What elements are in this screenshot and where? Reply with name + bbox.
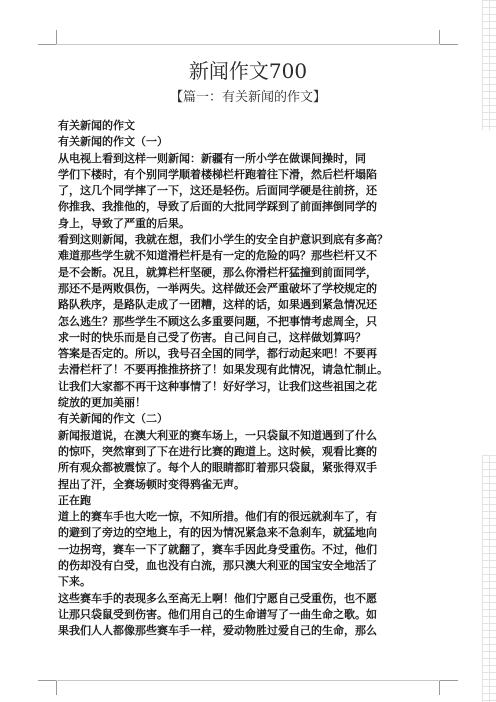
- footer-rule: [56, 680, 440, 681]
- text-line: 一边拐弯，赛车一下了就翻了，赛车手因此身受重伤。不过，他们: [58, 542, 377, 556]
- text-line: 的伤却没有白受，血也没有白流，那只澳大利亚的国宝安全地活了: [58, 559, 377, 573]
- article-body: [58, 118, 446, 640]
- text-line: 怎么逃生？那些学生不顾这么多重要问题，不把事情考虑周全，只: [58, 314, 377, 328]
- text-line: 有关新闻的作文（一）: [58, 135, 168, 149]
- text-line: 新闻报道说，在澳大利亚的赛车场上，一只袋鼠不知道遇到了什么: [58, 428, 377, 442]
- crop-mark-bottom-right: [439, 680, 458, 695]
- text-line: 果我们人人都像那些赛车手一样，爱动物胜过爱自己的生命，那么: [58, 624, 377, 638]
- text-line: 那还不是两败俱伤，一举两失。这样做还会严重破坏了学校规定的: [58, 281, 377, 295]
- section-heading: 【篇一：有关新闻的作文】: [169, 90, 326, 105]
- edge-grid-decoration-bottom: [482, 455, 496, 702]
- crop-mark-top-right: [439, 30, 458, 45]
- text-line: 捏出了汗，全赛场顿时变得鸦雀无声。: [58, 477, 245, 491]
- crop-mark-top-left: [38, 30, 57, 45]
- text-line: 的惊吓，突然窜到了下在进行比赛的跑道上。这时候，观看比赛的: [58, 444, 377, 458]
- crop-mark-bottom-left: [38, 680, 57, 695]
- text-line: 让那只袋鼠受到伤害。他们用自己的生命谱写了一曲生命之歌。如: [58, 607, 377, 621]
- text-line: 路队秩序，是路队走成了一团糟，这样的话，如果遇到紧急情况还: [58, 298, 377, 312]
- text-line: 去滑栏杆了！不要再推推挤挤了！如果发现有此情况，请急忙制止。: [58, 363, 388, 377]
- text-line: 道上的赛车手也大吃一惊，不知所措。他们有的很远就刹车了，有: [58, 510, 377, 524]
- text-line: 下来。: [58, 575, 91, 589]
- text-line: 的避到了旁边的空地上，有的因为情况紧急来不急刹车，就猛地向: [58, 526, 377, 540]
- text-line: 学们下楼时，有个别同学顺着楼梯栏杆跑着往下滑，然后栏杆塌陷: [58, 167, 377, 181]
- text-line: 身上，导致了严重的后果。: [58, 216, 190, 230]
- text-line: 正在跑: [58, 493, 91, 507]
- document-title: 新闻作文700: [188, 59, 308, 83]
- text-line: 从电视上看到这样一则新闻：新疆有一所小学在做课间操时，同: [58, 151, 366, 165]
- text-line: 是不会断。况且，就算栏杆坚硬，那么你滑栏杆猛撞到前面同学，: [58, 265, 377, 279]
- text-line: 绽放的更加美丽！: [58, 396, 146, 410]
- text-line: 了，这几个同学摔了一下，这还是轻伤。后面同学硬是往前挤，还: [58, 184, 377, 198]
- text-line: 难道那些学生就不知道滑栏杆是有一定的危险的吗？那些栏杆又不: [58, 249, 377, 263]
- text-line: 有关新闻的作文（二）: [58, 412, 168, 426]
- text-line: 答案是否定的。所以，我号召全国的同学，都行动起来吧！不要再: [58, 347, 377, 361]
- text-line: 你推我、我推他的，导致了后面的大批同学踩到了前面摔倒同学的: [58, 200, 377, 214]
- text-line: 有关新闻的作文: [58, 119, 135, 132]
- text-line: 所有观众都被震惊了。每个人的眼睛都盯着那只袋鼠，紧张得双手: [58, 461, 377, 475]
- text-line: 这些赛车手的表现多么至高无上啊！他们宁愿自己受重伤，也不愿: [58, 591, 377, 605]
- text-line: 求一时的快乐而是自己受了伤害。自己问自己，这样做划算吗？: [58, 330, 366, 344]
- text-line: 看到这则新闻，我就在想，我们小学生的安全自护意识到底有多高？: [58, 233, 388, 247]
- text-line: 让我们大家都不再干这种事情了！好好学习，让我们这些祖国之花: [58, 379, 377, 393]
- header-rule: [56, 44, 440, 45]
